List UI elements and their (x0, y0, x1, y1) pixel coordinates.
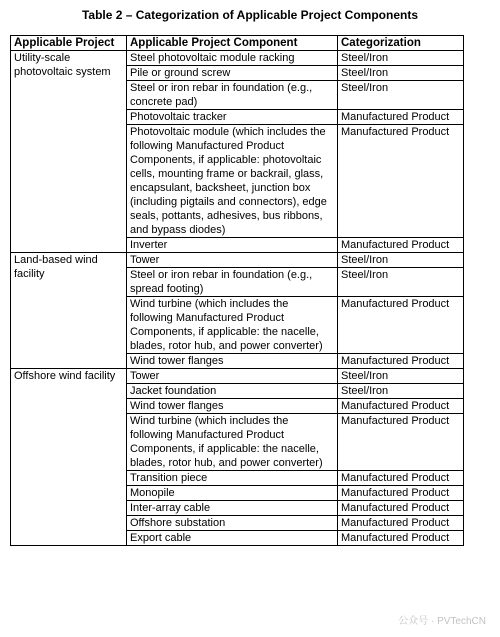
applicable-project-cell: Land-based wind facility (11, 253, 127, 369)
component-cell: Wind turbine (which includes the following Manufactured Product Components, if applicable: the nacelle, blades, rotor hub, and power converter) (127, 414, 338, 471)
categorization-cell: Manufactured Product (338, 399, 464, 414)
component-cell: Wind tower flanges (127, 399, 338, 414)
component-cell: Steel or iron rebar in foundation (e.g., concrete pad) (127, 81, 338, 110)
categorization-cell: Steel/Iron (338, 81, 464, 110)
component-cell: Photovoltaic module (which includes the following Manufactured Product Components, if applicable: photovoltaic cells, mounting frame or backrail, glass, encapsulant, backsheet, junction box (including pigtails and connectors), edge seals, pottants, adhesives, bus ribbons, and bypass diodes) (127, 125, 338, 238)
component-cell: Tower (127, 369, 338, 384)
component-cell: Inter-array cable (127, 501, 338, 516)
categorization-cell: Manufactured Product (338, 414, 464, 471)
categorization-cell: Manufactured Product (338, 531, 464, 546)
component-cell: Photovoltaic tracker (127, 110, 338, 125)
categorization-cell: Manufactured Product (338, 297, 464, 354)
categorization-cell: Manufactured Product (338, 110, 464, 125)
applicable-project-cell: Offshore wind facility (11, 369, 127, 546)
categorization-cell: Manufactured Product (338, 501, 464, 516)
component-cell: Steel photovoltaic module racking (127, 51, 338, 66)
table-title: Table 2 – Categorization of Applicable Project Components (81, 8, 419, 22)
watermark: 公众号 · PVTechCN (398, 616, 486, 627)
header-row (11, 36, 464, 51)
header-applicable-project: Applicable Project (11, 36, 127, 51)
table-row (11, 369, 464, 384)
categorization-cell: Steel/Iron (338, 51, 464, 66)
categorization-cell: Steel/Iron (338, 268, 464, 297)
categorization-cell: Steel/Iron (338, 369, 464, 384)
component-cell: Wind tower flanges (127, 354, 338, 369)
categorization-cell: Steel/Iron (338, 253, 464, 268)
table-row (11, 51, 464, 66)
header-categorization: Categorization (338, 36, 464, 51)
component-cell: Offshore substation (127, 516, 338, 531)
component-cell: Steel or iron rebar in foundation (e.g., spread footing) (127, 268, 338, 297)
component-cell: Pile or ground screw (127, 66, 338, 81)
header-applicable-project-component: Applicable Project Component (127, 36, 338, 51)
categorization-cell: Manufactured Product (338, 471, 464, 486)
component-cell: Monopile (127, 486, 338, 501)
component-cell: Wind turbine (which includes the following Manufactured Product Components, if applicable: the nacelle, blades, rotor hub, and power converter) (127, 297, 338, 354)
applicable-project-cell: Utility-scale photovoltaic system (11, 51, 127, 253)
categorization-cell: Manufactured Product (338, 238, 464, 253)
component-cell: Inverter (127, 238, 338, 253)
table-body (11, 51, 464, 546)
component-cell: Jacket foundation (127, 384, 338, 399)
categorization-cell: Manufactured Product (338, 486, 464, 501)
component-cell: Tower (127, 253, 338, 268)
categorization-cell: Manufactured Product (338, 354, 464, 369)
categorization-cell: Steel/Iron (338, 384, 464, 399)
categorization-cell: Manufactured Product (338, 516, 464, 531)
categorization-table (10, 35, 464, 546)
table-row (11, 253, 464, 268)
component-cell: Transition piece (127, 471, 338, 486)
categorization-cell: Steel/Iron (338, 66, 464, 81)
component-cell: Export cable (127, 531, 338, 546)
categorization-cell: Manufactured Product (338, 125, 464, 238)
